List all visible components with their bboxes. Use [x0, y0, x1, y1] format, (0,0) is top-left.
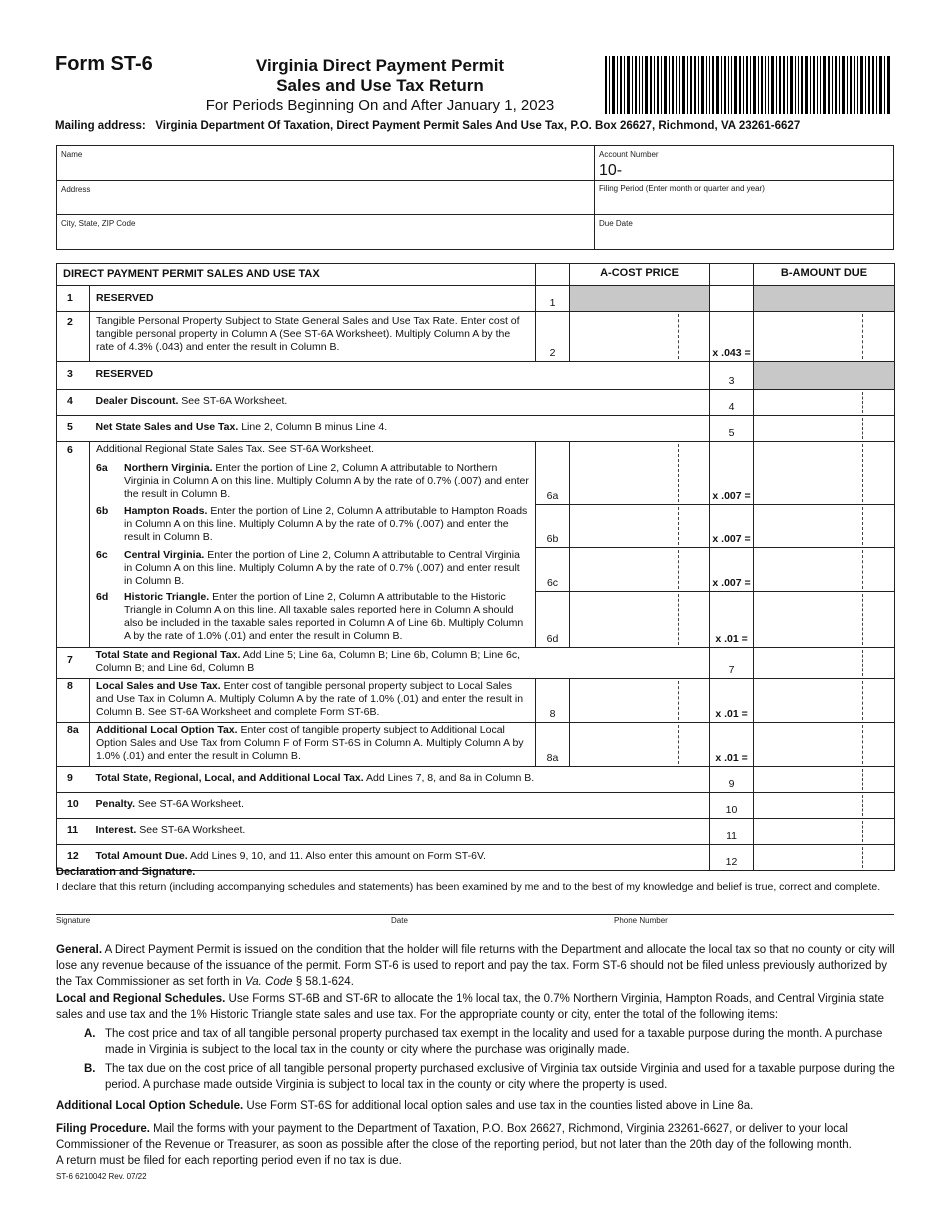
- line2-col-b-input[interactable]: [754, 312, 895, 362]
- table-row-line10: 10 Penalty. See ST-6A Worksheet. 10: [57, 792, 895, 818]
- table-row-line8a: 8a Additional Local Option Tax. Enter cost of tangible property subject to Additional Local Option Sales and Use Tax from Column F of Form ST-6S in Column A. Multiply Column A by 1.0% (.01) and enter the result in Column B. 8a x .01 =: [57, 722, 895, 766]
- tax-table: [56, 263, 895, 871]
- declaration-text: I declare that this return (including accompanying schedules and statements) has been examined by me and to the best of my knowledge and belief is true, correct and complete.: [56, 881, 881, 893]
- line11-col-b-input[interactable]: [754, 818, 895, 844]
- line1-col-a: [570, 286, 710, 312]
- filing-period-input[interactable]: [599, 194, 884, 212]
- column-a-header: A-COST PRICE: [570, 264, 710, 286]
- form-title-line2: Sales and Use Tax Return: [276, 76, 484, 95]
- taxpayer-info-box: [56, 145, 894, 250]
- name-input[interactable]: [61, 160, 586, 178]
- line2-col-a-input[interactable]: [570, 312, 710, 362]
- schedules-instructions: Local and Regional Schedules. Use Forms ST-6B and ST-6R to allocate the 1% local tax, the 0.7% Northern Virginia, Hampton Roads, and Central Virginia state sales and use tax and the 1% Historic Triangle state sales and use tax. For the appropriate county or city, enter the total of the following items:: [56, 993, 884, 1021]
- table-row-line11: 11 Interest. See ST-6A Worksheet. 11: [57, 818, 895, 844]
- table-row-line5: 5 Net State Sales and Use Tax. Line 2, Column B minus Line 4. 5: [57, 416, 895, 442]
- column-b-header: B-AMOUNT DUE: [754, 264, 895, 286]
- table-row-line7: 7 Total State and Regional Tax. Add Line 5; Line 6a, Column B; Line 6b, Column B; Line 6c, Column B; and Line 6d, Column B 7: [57, 647, 895, 678]
- line6-description: Additional Regional State Sales Tax. See ST-6A Worksheet.: [96, 443, 375, 455]
- line9-col-b-input[interactable]: [754, 766, 895, 792]
- line3-col-b: [754, 362, 895, 390]
- mailing-address: [55, 120, 800, 132]
- table-row-line12: 12 Total Amount Due. Add Lines 9, 10, and 11. Also enter this amount on Form ST-6V. 12: [57, 844, 895, 870]
- item-b: B. The tax due on the cost price of all tangible personal property purchased exclusive of Virginia tax outside Virginia and used for a taxable purpose during the period. A purchase made outside Virginia is subject to local tax in the county or city where the property is used.: [84, 1063, 895, 1091]
- table-row-line8: 8 Local Sales and Use Tax. Enter cost of tangible personal property subject to Local Sales and Use Tax in Column A. Multiply Column A by the rate of 1.0% (.01) and enter the result in Column B. See ST-6A Worksheet and complete Form ST-6B. 8 x .01 =: [57, 678, 895, 722]
- line8a-col-a-input[interactable]: [570, 722, 710, 766]
- table-row-line9: 9 Total State, Regional, Local, and Additional Local Tax. Add Lines 7, 8, and 8a in Column B. 9: [57, 766, 895, 792]
- form-code: ST-6 6210042 Rev. 07/22: [56, 1172, 147, 1181]
- mailing-address-text: Virginia Department Of Taxation, Direct Payment Permit Sales And Use Tax, P.O. Box 26627, Richmond, VA 23261-6627: [155, 120, 801, 132]
- section-title: DIRECT PAYMENT PERMIT SALES AND USE TAX: [57, 264, 536, 286]
- line8-col-b-input[interactable]: [754, 678, 895, 722]
- mailing-label: Mailing address:: [55, 120, 146, 132]
- table-row-line6a: 6 Additional Regional State Sales Tax. See ST-6A Worksheet. 6a Northern Virginia. Enter the portion of Line 2, Column A attributable to Northern Virginia in Column A on this line. Multiply Column A by the rate of 0.7% (.007) and enter the result in Column B. 6a x .007 =: [57, 442, 895, 505]
- additional-local-option: Additional Local Option Schedule. Use Form ST-6S for additional local option sales and use tax in the counties listed above in Line 8a.: [56, 1100, 754, 1112]
- general-instructions: General. A Direct Payment Permit is issued on the condition that the holder will file returns with the Department and allocate the local tax so that no county or city will lose any revenue because of the issuance of the permit. Form ST-6 is used to report and pay the tax. Form ST-6 should not be filed unless previously authorized by the Tax Commissioner as set forth in Va. Code § 58.1-624.: [56, 944, 895, 988]
- due-date-label: Due Date: [599, 219, 633, 228]
- line6a-col-b-input[interactable]: [754, 442, 895, 505]
- item-a: A. The cost price and tax of all tangible personal property purchased tax exempt in the locality and used for a taxable purpose during the month. A purchase made in Virginia is subject to the local tax in the county or city where the purchase was originally made.: [84, 1028, 883, 1056]
- declaration-title: Declaration and Signature.: [56, 866, 196, 878]
- filing-period-label: Filing Period (Enter month or quarter and year): [599, 184, 765, 193]
- line12-col-b-input[interactable]: [754, 844, 895, 870]
- line10-col-b-input[interactable]: [754, 792, 895, 818]
- table-row-line6b: 6b Hampton Roads. Enter the portion of Line 2, Column A attributable to Hampton Roads in Column A on this line. Multiply Column A by the rate of 0.7% (.007) and enter the result in Column B. 6b x .007 =: [57, 504, 895, 547]
- signature-label: Signature: [56, 916, 91, 925]
- line6d-col-b-input[interactable]: [754, 591, 895, 647]
- form-title-line1: Virginia Direct Payment Permit: [255, 56, 505, 75]
- line8-col-a-input[interactable]: [570, 678, 710, 722]
- line6b-col-b-input[interactable]: [754, 504, 895, 547]
- filing-procedure: Filing Procedure. Mail the forms with your payment to the Department of Taxation, P.O. Box 26627, Richmond, Virginia 23261-6627, or deliver to your local Commissioner of the Revenue or Treasurer, as soon as possible after the close of the reporting period, but not later than the 20th day of the following month. A return must be filed for each reporting period even if no tax is due.: [56, 1123, 852, 1167]
- line6c-col-a-input[interactable]: [570, 547, 710, 591]
- table-header-row: [57, 264, 895, 286]
- address-input[interactable]: [61, 194, 586, 212]
- line5-col-b-input[interactable]: [754, 416, 895, 442]
- date-label: Date: [391, 916, 408, 925]
- line4-col-b-input[interactable]: [754, 390, 895, 416]
- line6d-col-a-input[interactable]: [570, 591, 710, 647]
- name-label: Name: [61, 150, 83, 159]
- city-label: City, State, ZIP Code: [61, 219, 136, 228]
- address-label: Address: [61, 185, 91, 194]
- table-row-line3: 3 RESERVED 3: [57, 362, 895, 390]
- table-row-line4: 4 Dealer Discount. See ST-6A Worksheet. 4: [57, 390, 895, 416]
- account-number-label: Account Number: [599, 150, 659, 159]
- line6b-col-a-input[interactable]: [570, 504, 710, 547]
- table-row-line6c: 6c Central Virginia. Enter the portion of Line 2, Column A attributable to Central Virginia in Column A on this line. Multiply Column A by the rate of 0.7% (.007) and enter result in Column B. 6c x .007 =: [57, 547, 895, 591]
- line6c-col-b-input[interactable]: [754, 547, 895, 591]
- line1-col-b: [754, 286, 895, 312]
- phone-label: Phone Number: [614, 916, 668, 925]
- line8a-col-b-input[interactable]: [754, 722, 895, 766]
- line7-col-b-input[interactable]: [754, 647, 895, 678]
- table-row-line1: 1 RESERVED 1: [57, 286, 895, 312]
- account-number-input[interactable]: 10-: [599, 162, 623, 179]
- line6a-col-a-input[interactable]: [570, 442, 710, 505]
- table-row-line6d: 6d Historic Triangle. Enter the portion of Line 2, Column A attributable to the Historic Triangle in Column A on this line. All taxable sales reported here in Column A should also be included in the taxable sales reported in Column A of Line 6b. Multiply Column A by the rate of 1.0% (.01) and enter the result in Column B. 6d x .01 =: [57, 591, 895, 647]
- barcode-image: [605, 56, 890, 114]
- due-date-input[interactable]: [599, 228, 884, 246]
- form-id: Form ST-6: [55, 53, 153, 75]
- table-row-line2: 2 Tangible Personal Property Subject to State General Sales and Use Tax Rate. Enter cost of tangible personal property in Column A (See ST-6A Worksheet). Multiply Column A by the rate of 4.3% (.043) and enter the result in Column B. 2 x .043 =: [57, 312, 895, 362]
- form-subtitle: For Periods Beginning On and After January 1, 2023: [205, 97, 555, 114]
- city-state-zip-input[interactable]: [61, 228, 586, 246]
- signature-line[interactable]: [56, 914, 894, 915]
